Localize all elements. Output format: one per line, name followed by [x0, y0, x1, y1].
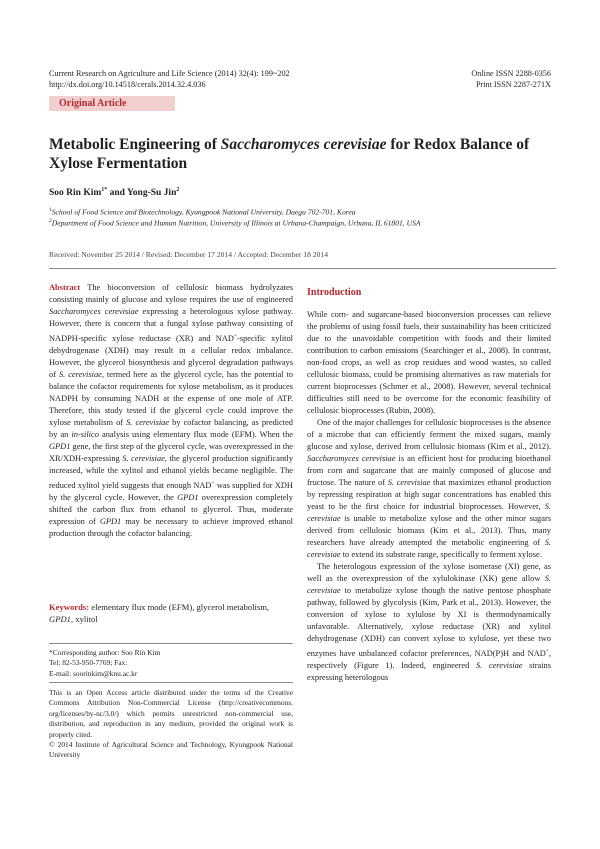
paper-title: Metabolic Engineering of Saccharomyces cerevisiae for Redox Balance of Xylose Fermentation: [49, 136, 530, 172]
author-list: Soo Rin Kim$^{1*}$ and Yong-Su Jin$^2$: [49, 187, 180, 199]
divider: [49, 268, 556, 269]
intro-paragraph: One of the major challenges for cellulosic bioprocesses is the absence of a microbe that can efficiently ferment the mixed sugars, mainly glucose and xylose, derived from cellulosic biomass (Kim et al., 2012). Saccharomyces cerevisiae is an efficient host for producing bioethanol from corn and sugarcane that are mainly composed of glucose and fructose. The nature of S. cerevisiae that maximizes ethanol production by repressing respiration at high sugar concentrations has enabled this yeast to be the first choice for industrial bioprocesses. However, S. cerevisiae is unable to metabolize xylose and the other minor sugars derived from cellulosic biomass (Kim et al., 2013). Thus, many researchers have already attempted the metabolic engineering of S. cerevisiae to extend its substrate range, specifically to ferment xylose.: [307, 418, 552, 559]
affiliation-2: $^2$Department of Food Science and Human Nutrition, University of Illinois at Urbana-Champaign, Urbana, IL 61801, USA: [49, 218, 421, 228]
intro-paragraph: While corn- and sugarcane-based bioconversion processes can relieve the problems of using fossil fuels, their sustainability has been criticized due to the unavoidable competition with foods and their limited contribution to carbon emissions (Searchinger et al., 2008). In contrast, non-food crops, as well as crop residues and wood wastes, so called cellulosic biomass, could be promising alternatives as raw materials for current bioprocesses (Schmer et al., 2008). However, several technical difficulties still need to be overcome for the economic feasibility of cellulosic bioprocesses (Rubin, 2008).: [307, 310, 551, 415]
correspondence: *Corresponding author: Soo Rin Kim Tel: 82-53-950-7769; Fax: E-mail: soorinkim@knu.ac.kr: [49, 648, 293, 679]
online-issn: Online ISSN 2288-0356: [471, 69, 551, 78]
affiliation-1: $^1$School of Food Science and Biotechnology, Kyungpook National University, Daegu 702-701, Korea: [49, 207, 356, 217]
doi-link[interactable]: http://dx.doi.org/10.14518/cerals.2014.32.4.036: [49, 80, 206, 89]
intro-paragraph: The heterologous expression of the xylose isomerase (XI) gene, as well as the overexpression of the xylulokinase (XK) gene allow S. cerevisiae to metabolize xylose though the native pentose phosphate pathway, followed by glycolysis (Kim, Park et al., 2013). However, the conversion of xylose to xylulose by XI is thermodynamically unfavorable. Alternatively, xylose reductase (XR) and xylitol dehydrogenase (XDH) can convert xylose to xylulose, yet these two enzymes have unbalanced cofactor preferences, NAD(P)H and NAD+, respectively (Figure 1). Indeed, engineered S. cerevisiae strains expressing heterologous: [307, 562, 551, 682]
journal-citation: Current Research on Agriculture and Life Science (2014) 32(4): 199~202: [49, 69, 290, 78]
email-link[interactable]: E-mail: soorinkim@knu.ac.kr: [49, 668, 138, 678]
print-issn: Print ISSN 2287-271X: [475, 80, 551, 89]
keywords: Keywords: elementary flux mode (EFM), glycerol metabolism, GPD1, xylitol: [49, 602, 270, 624]
footnote-divider: [49, 643, 293, 644]
article-type-label: Original Article: [59, 98, 127, 109]
received-dates: Received: November 25 2014 / Revised: December 17 2014 / Accepted: December 18 2014: [49, 250, 328, 259]
abstract: Abstract The bioconversion of cellulosic biomass hydrolyzates consisting mainly of glucose and xylose requires the use of engineered Saccharomyces cerevisiae expressing a heterologous xylose pathway. However, there is concern that a fungal xylose pathway consisting of NADPH-specific xylose reductase (XR) and NAD+-specific xylitol dehydrogenase (XDH) may result in a cellular redox imbalance. However, the glycerol biosynthesis and glycerol degradation pathways of S. cerevisiae, termed here as the glycerol cycle, has the potential to balance the cofactor requirements for xylose metabolism, as it produces NADPH by consuming NADH at the expense of one mole of ATP. Therefore, this study tested if the glycerol cycle could improve the xylose metabolism of S. cerevisiae by cofactor balancing, as predicted by an in-silico analysis using elementary flux mode (EFM). When the GPD1 gene, the first step of the glycerol cycle, was overexpressed in the XR/XDH-expressing S. cerevisiae, the glycerol production significantly increased, while the xylitol and ethanol yields became negligible. The reduced xylitol yield suggests that enough NAD+ was supplied for XDH by the glycerol cycle. However, the GPD1 overexpression completely shifted the carbon flux from ethanol to glycerol. Thus, moderate expression of GPD1 may be necessary to achieve improved ethanol production through the cofactor balancing.: [49, 283, 294, 538]
keywords-label: Keywords:: [49, 602, 90, 612]
introduction-body: [307, 309, 551, 684]
abstract-label: Abstract: [49, 283, 81, 292]
section-heading-introduction: Introduction: [307, 287, 362, 298]
license-divider: [49, 682, 293, 683]
license-notice: This is an Open Access article distributed under the terms of the Creative Commons Attribution Non-Commercial License (http://creativecommons. org/licenses/by-nc/3.0/) which permits unrestricted non-commercial use, distribution, and reproduction in any medium, provided the original work is properly cited. © 2014 Institute of Agricultural Science and Technology, Kyungpook National University: [49, 688, 293, 760]
